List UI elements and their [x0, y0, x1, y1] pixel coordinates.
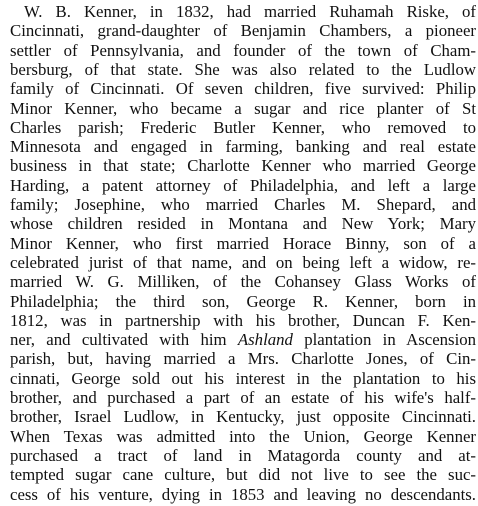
paragraph-line: cinnati, George sold out his interest in the plantation to his [10, 368, 476, 388]
paragraph-line: whose children resided in Montana and New York; Mary [10, 214, 476, 234]
paragraph-line: brother, and purchased a part of an estate of his wife's half- [10, 388, 476, 407]
paragraph-line: When Texas was admitted into the Union, George Kenner [10, 426, 476, 446]
paragraph-line: Philadelphia; the third son, George R. Kenner, born in [10, 291, 476, 311]
line-text-before: ner, and cultivated with him [10, 330, 238, 350]
paragraph-line: cess of his venture, dying in 1853 and leaving no descendants. [10, 484, 476, 504]
paragraph-line: Minnesota and engaged in farming, banking and real estate [10, 137, 476, 157]
paragraph-line: 1812, was in partnership with his brother, Duncan F. Ken- [10, 310, 476, 330]
paragraph-line: Harding, a patent attorney of Philadelphia, and left a large [10, 175, 476, 195]
paragraph-line: tempted sugar cane culture, but did not live to see the suc- [10, 465, 476, 485]
paragraph-line: bersburg, of that state. She was also related to the Ludlow [10, 59, 476, 79]
document-page [10, 0, 476, 506]
paragraph-line: W. B. Kenner, in 1832, had married Ruhamah Riske, of [24, 2, 476, 21]
paragraph-line: family; Josephine, who married Charles M. Shepard, and [10, 195, 476, 214]
paragraph-line: married W. G. Milliken, of the Cohansey Glass Works of [10, 272, 476, 292]
paragraph-line: parish, but, having married a Mrs. Charlotte Jones, of Cin- [10, 349, 476, 369]
paragraph-line: Cincinnati, grand-daughter of Benjamin Chambers, a pioneer [10, 21, 476, 41]
italic-plantation-name: Ashland [237, 330, 293, 350]
paragraph-line: business in that state; Charlotte Kenner who married George [10, 156, 476, 176]
paragraph-line: Minor Kenner, who first married Horace Binny, son of a [10, 233, 476, 253]
paragraph-line [10, 330, 476, 349]
paragraph-line: settler of Pennsylvania, and founder of the town of Cham- [10, 40, 476, 60]
paragraph-line: brother, Israel Ludlow, in Kentucky, just opposite Cincinnati. [10, 407, 476, 427]
line-text-after: plantation in Ascension [292, 330, 476, 350]
paragraph-line: celebrated jurist of that name, and on being left a widow, re- [10, 252, 476, 272]
paragraph-line: Minor Kenner, who became a sugar and rice planter of St [10, 98, 476, 118]
paragraph-line: family of Cincinnati. Of seven children, five survived: Philip [10, 79, 476, 99]
paragraph-line: Charles parish; Frederic Butler Kenner, who removed to [10, 117, 476, 137]
paragraph-line: purchased a tract of land in Matagorda county and at- [10, 445, 476, 465]
